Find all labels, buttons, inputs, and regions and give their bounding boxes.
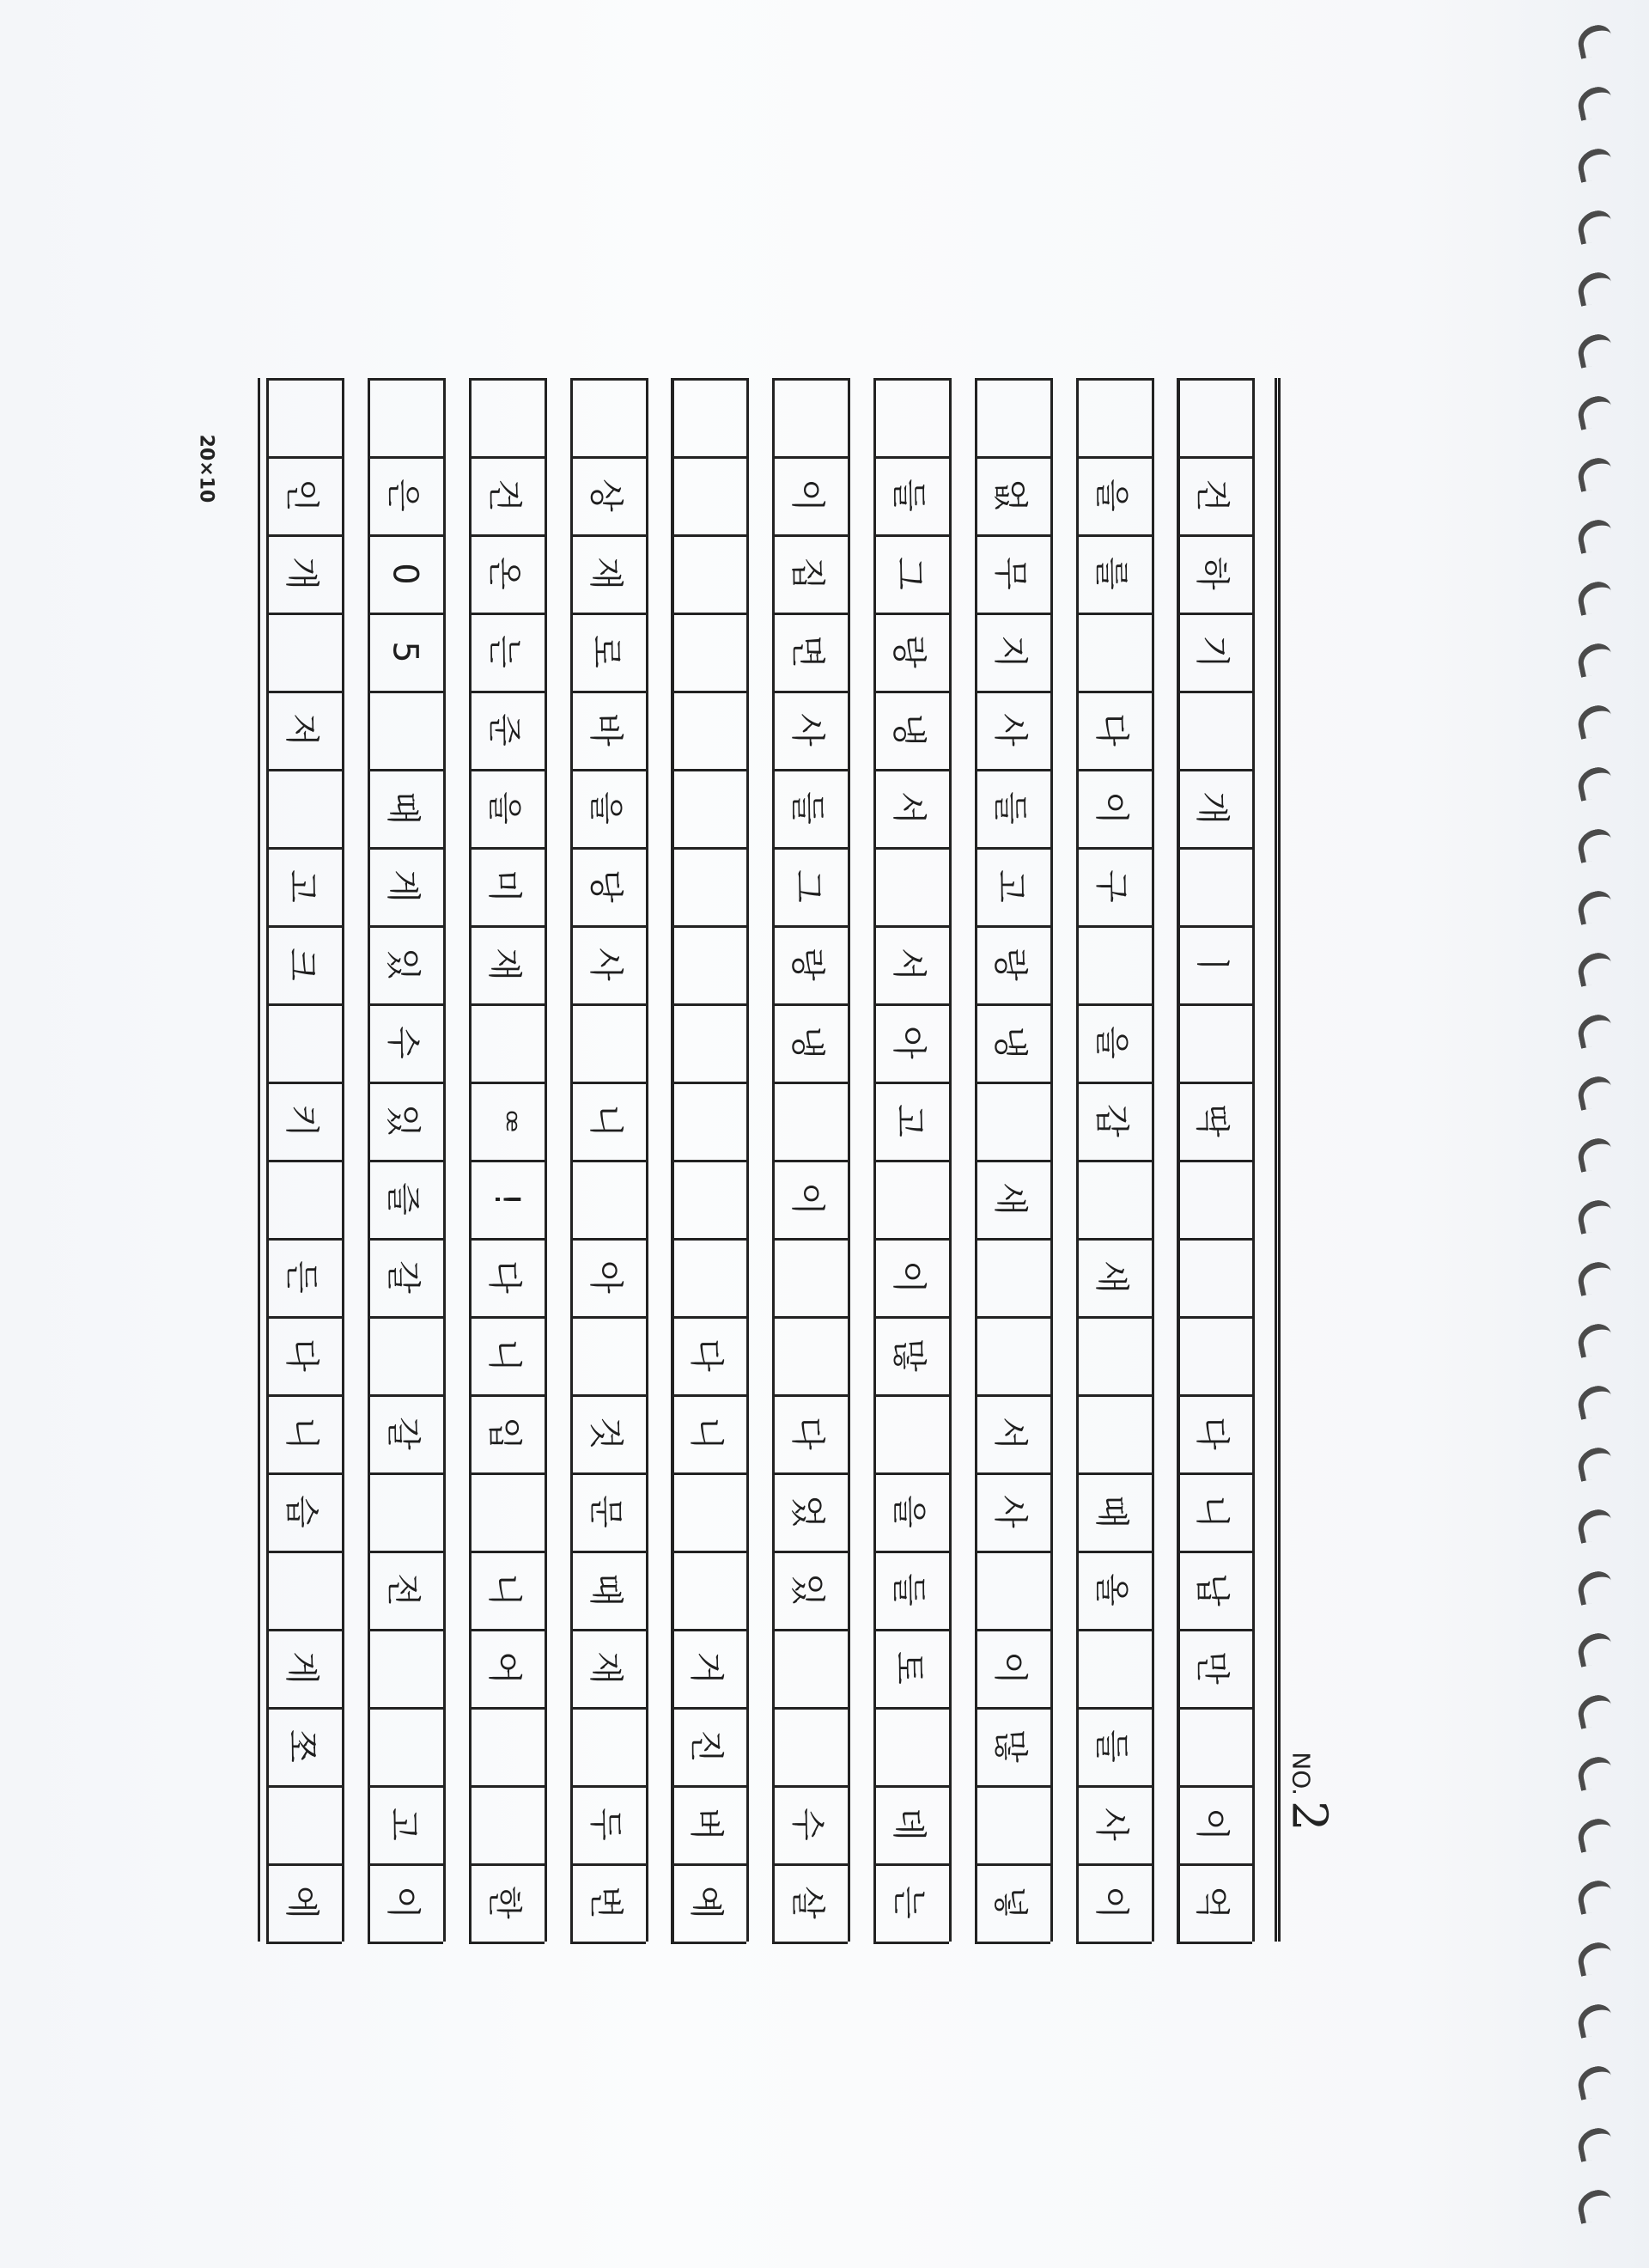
grid-cell: 번 [585, 1886, 625, 1919]
grid-cell [266, 613, 342, 691]
grid-cell [266, 1003, 342, 1082]
grid-cell [772, 378, 848, 456]
grid-cell [772, 1707, 848, 1785]
grid-cell [1076, 1316, 1152, 1394]
grid-cell: 하 [1191, 557, 1232, 590]
grid-cell: ! [486, 1192, 526, 1206]
grid-line [975, 378, 977, 1942]
grid-cell [1076, 1629, 1152, 1707]
grid-cell [975, 1316, 1050, 1394]
grid-cell: 를 [1091, 557, 1131, 590]
grid-cell [671, 925, 746, 1003]
grid-cell: 게 [382, 869, 423, 903]
grid-cell: 랑 [787, 948, 827, 981]
grid-cell: 많 [888, 1338, 928, 1372]
grid-cell: 은 [382, 479, 423, 512]
grid-cell: 아 [585, 1260, 625, 1294]
grid-cell: 랑 [888, 635, 928, 668]
grid-cell: 면 [787, 635, 827, 668]
grid-cell: 들 [1091, 1729, 1131, 1763]
grid-cell: 니 [685, 1417, 726, 1450]
grid-cell: 그 [888, 557, 928, 590]
grid-cell: 즐 [382, 1182, 423, 1216]
grid-cell [266, 769, 342, 847]
grid-cell: 새 [1091, 1260, 1131, 1294]
grid-cell: 습 [281, 1495, 321, 1528]
grid-cell [368, 378, 443, 456]
grid-cell: 기 [1191, 635, 1232, 668]
grid-cell [368, 1707, 443, 1785]
grid-cell: 건 [484, 479, 524, 512]
grid-cell [873, 378, 949, 456]
grid-cell [469, 378, 545, 456]
grid-cell: 사 [1091, 1808, 1131, 1841]
grid-cell [368, 1472, 443, 1551]
grid-cell: 이 [888, 1260, 928, 1294]
grid-cell: 억 [1191, 1886, 1232, 1919]
grid-cell: 두 [585, 1808, 625, 1841]
grid-cell: 있 [787, 1573, 827, 1606]
grid-cell [671, 691, 746, 769]
grid-cell [1076, 378, 1152, 456]
page-number-prefix: NO. [1287, 1751, 1316, 1796]
grid-cell: 을 [484, 791, 524, 825]
grid-cell [1177, 1316, 1252, 1394]
grid-cell [671, 1082, 746, 1160]
grid-cell [570, 1316, 646, 1394]
page-number: 2 [1281, 1800, 1337, 1832]
grid-cell: 예 [685, 1886, 726, 1919]
grid-cell [570, 1160, 646, 1238]
grid-cell: 5 [385, 640, 425, 663]
grid-cell [772, 1316, 848, 1394]
grid-cell: 니 [1191, 1495, 1232, 1528]
grid-cell: 무 [989, 557, 1030, 590]
grid-cell: 구 [1091, 869, 1131, 903]
grid-cell: 고 [888, 1104, 928, 1137]
grid-cell: 갑 [1091, 1104, 1131, 1137]
grid-cell [368, 1316, 443, 1394]
grid-cell: 사 [585, 948, 625, 981]
grid-cell: 었 [787, 1495, 827, 1528]
grid-cell [570, 1707, 646, 1785]
grid-line [772, 378, 775, 1942]
grid-cell [671, 1472, 746, 1551]
grid-cell [772, 1629, 848, 1707]
grid-cell: 는 [484, 635, 524, 668]
grid-cell: 는 [888, 1886, 928, 1919]
grid-cell: 바 [585, 713, 625, 747]
grid-line [672, 378, 674, 1942]
grid-cell: 냉 [989, 1026, 1030, 1059]
grid-cell: 어 [484, 1651, 524, 1685]
grid-line [545, 378, 547, 1942]
grid-line [342, 378, 344, 1942]
grid-cell: 이 [1091, 1886, 1131, 1919]
grid-cell: 이 [1191, 1808, 1232, 1841]
grid-cell: 올 [1091, 1573, 1131, 1606]
grid-cell [266, 1160, 342, 1238]
grid-cell: 이 [1091, 791, 1131, 825]
grid-cell: 들 [989, 791, 1030, 825]
grid-cell: 크 [281, 948, 321, 981]
grid-cell: 서 [989, 1417, 1030, 1450]
grid-cell: 넣 [989, 1886, 1030, 1919]
grid-cell: 거 [685, 1651, 726, 1685]
grid-cell: 건 [1191, 479, 1232, 512]
grid-cell: 을 [888, 1495, 928, 1528]
grid-cell [671, 847, 746, 925]
grid-cell [266, 1551, 342, 1629]
grid-cell [772, 1082, 848, 1160]
grid-line [848, 378, 850, 1942]
grid-cell: 이 [787, 1182, 827, 1216]
grid-cell [671, 534, 746, 613]
grid-cell: 납 [1191, 1573, 1232, 1606]
grid-cell: 버 [685, 1808, 726, 1841]
grid-cell: 고 [989, 869, 1030, 903]
grid-cell [1076, 1394, 1152, 1472]
grid-cell: 랑 [989, 948, 1030, 981]
grid-line [469, 378, 472, 1942]
grid-cell [1177, 691, 1252, 769]
grid-cell [266, 378, 342, 456]
page-number-underline [1275, 378, 1277, 1942]
grid-line [646, 378, 648, 1942]
grid-cell [975, 1082, 1050, 1160]
grid-cell: 재 [585, 557, 625, 590]
grid-cell: 살 [787, 1886, 827, 1919]
grid-cell: 온 [484, 557, 524, 590]
grid-cell: 서 [888, 948, 928, 981]
grid-cell: 있 [382, 948, 423, 981]
grid-cell: 다 [484, 1260, 524, 1294]
grid-cell: 토 [888, 1651, 928, 1685]
grid-cell: 그 [787, 869, 827, 903]
grid-line [772, 1942, 848, 1944]
grid-cell: 니 [281, 1417, 321, 1450]
grid-cell [570, 378, 646, 456]
grid-cell: 이 [989, 1651, 1030, 1685]
grid-cell [671, 456, 746, 534]
grid-line [1177, 378, 1180, 1942]
grid-cell [671, 1003, 746, 1082]
grid-cell: 들 [888, 1573, 928, 1606]
grid-cell [266, 1785, 342, 1863]
grid-cell: 사 [989, 1495, 1030, 1528]
grid-line [469, 1942, 545, 1944]
grid-cell [1177, 847, 1252, 925]
grid-cell: 전 [382, 1573, 423, 1606]
grid-cell: 없 [989, 479, 1030, 512]
grid-cell: 때 [585, 1573, 625, 1606]
grid-cell: 입 [484, 1417, 524, 1450]
grid-cell: 재 [585, 1651, 625, 1685]
grid-cell: 냉 [787, 1026, 827, 1059]
grid-cell: 한 [484, 1886, 524, 1919]
grid-cell [1177, 1238, 1252, 1316]
grid-line [368, 1942, 443, 1944]
grid-cell [671, 1551, 746, 1629]
grid-cell: 다 [685, 1338, 726, 1372]
grid-cell: 키 [281, 1104, 321, 1137]
grid-line [1050, 378, 1053, 1942]
grid-line [368, 378, 370, 1942]
grid-cell [873, 847, 949, 925]
grid-cell [975, 1551, 1050, 1629]
grid-cell [1177, 1707, 1252, 1785]
grid-cell [873, 1160, 949, 1238]
grid-cell: 문 [585, 1495, 625, 1528]
grid-cell: 준 [484, 713, 524, 747]
grid-cell [469, 1003, 545, 1082]
grid-cell: 아 [888, 1026, 928, 1059]
grid-cell: 사 [787, 713, 827, 747]
grid-cell: ㅣ [1191, 948, 1232, 981]
grid-cell: 쪼 [281, 1729, 321, 1763]
grid-line [443, 378, 446, 1942]
grid-cell: 로 [585, 635, 625, 668]
grid-cell [368, 691, 443, 769]
grid-cell: 들 [787, 791, 827, 825]
grid-cell [873, 1394, 949, 1472]
grid-cell: ꟹ [486, 1109, 526, 1132]
grid-cell: 을 [1091, 479, 1131, 512]
grid-line [1152, 378, 1154, 1942]
grid-line [873, 1942, 949, 1944]
grid-cell: 수 [382, 1026, 423, 1059]
grid-cell: 데 [888, 1808, 928, 1841]
grid-line [1076, 1942, 1152, 1944]
grid-line [975, 1942, 1050, 1944]
grid-cell [975, 1238, 1050, 1316]
grid-line [1278, 378, 1281, 1942]
grid-cell: 당 [585, 869, 625, 903]
grid-cell: 개 [281, 557, 321, 590]
grid-cell [1076, 925, 1152, 1003]
grid-cell: 0 [385, 562, 425, 585]
grid-cell: 니 [585, 1104, 625, 1137]
grid-line [1177, 1942, 1252, 1944]
grid-line [1252, 378, 1255, 1942]
grid-cell: 냉 [888, 713, 928, 747]
grid-line [570, 378, 573, 1942]
grid-cell [671, 613, 746, 691]
grid-cell: 있 [382, 1104, 423, 1137]
grid-cell: 만 [1191, 1651, 1232, 1685]
page-number-label [1275, 1744, 1343, 1838]
grid-cell: 이 [382, 1886, 423, 1919]
grid-cell: 때 [382, 791, 423, 825]
grid-cell: 미 [484, 869, 524, 903]
grid-line [746, 378, 749, 1942]
grid-cell [1076, 613, 1152, 691]
grid-line [671, 1942, 746, 1944]
grid-cell: 저 [281, 713, 321, 747]
grid-cell: 진 [685, 1729, 726, 1763]
grid-cell: 집 [787, 557, 827, 590]
grid-cell [469, 1472, 545, 1551]
grid-cell [772, 1238, 848, 1316]
grid-cell: 게 [281, 1651, 321, 1685]
grid-cell: 사 [989, 713, 1030, 747]
grid-cell: 많 [989, 1729, 1030, 1763]
grid-cell: 인 [281, 479, 321, 512]
grid-cell: 다 [281, 1338, 321, 1372]
grid-format-label: 20×10 [195, 434, 217, 503]
grid-cell [671, 1238, 746, 1316]
grid-cell: 개 [1191, 791, 1232, 825]
grid-line [570, 1942, 646, 1944]
grid-line [873, 378, 876, 1942]
grid-cell: 것 [585, 1417, 625, 1450]
grid-cell: 고 [281, 869, 321, 903]
grid-cell: 을 [585, 791, 625, 825]
grid-cell: 서 [888, 791, 928, 825]
grid-cell [469, 1785, 545, 1863]
grid-cell: 든 [281, 1260, 321, 1294]
grid-cell: 재 [484, 948, 524, 981]
grid-cell: 지 [989, 635, 1030, 668]
grid-cell: 갈 [382, 1417, 423, 1450]
grid-cell: 새 [989, 1182, 1030, 1216]
grid-cell [368, 1629, 443, 1707]
grid-cell: 이 [787, 479, 827, 512]
grid-cell [873, 1707, 949, 1785]
grid-cell [671, 1160, 746, 1238]
grid-cell [469, 1707, 545, 1785]
grid-cell: 니 [484, 1338, 524, 1372]
grid-line [949, 378, 952, 1942]
grid-cell: 을 [1091, 1026, 1131, 1059]
grid-cell [1177, 1003, 1252, 1082]
grid-cell [975, 1785, 1050, 1863]
grid-cell [671, 769, 746, 847]
grid-cell: 다 [1091, 713, 1131, 747]
grid-cell [1177, 1160, 1252, 1238]
grid-cell: 니 [484, 1573, 524, 1606]
grid-cell: 고 [382, 1808, 423, 1841]
grid-line [258, 378, 260, 1942]
grid-cell: 들 [888, 479, 928, 512]
grid-cell: 딱 [1191, 1104, 1232, 1137]
grid-cell [671, 378, 746, 456]
grid-cell [1076, 1160, 1152, 1238]
grid-cell: 상 [585, 479, 625, 512]
grid-line [266, 1942, 342, 1944]
grid-cell [975, 378, 1050, 456]
grid-cell [1177, 378, 1252, 456]
grid-cell: 다 [1191, 1417, 1232, 1450]
grid-cell: 수 [787, 1808, 827, 1841]
grid-cell: 다 [787, 1417, 827, 1450]
grid-cell: 에 [281, 1886, 321, 1919]
grid-line [1076, 378, 1079, 1942]
grid-cell: 때 [1091, 1495, 1131, 1528]
grid-cell: 갈 [382, 1260, 423, 1294]
grid-cell [570, 1003, 646, 1082]
